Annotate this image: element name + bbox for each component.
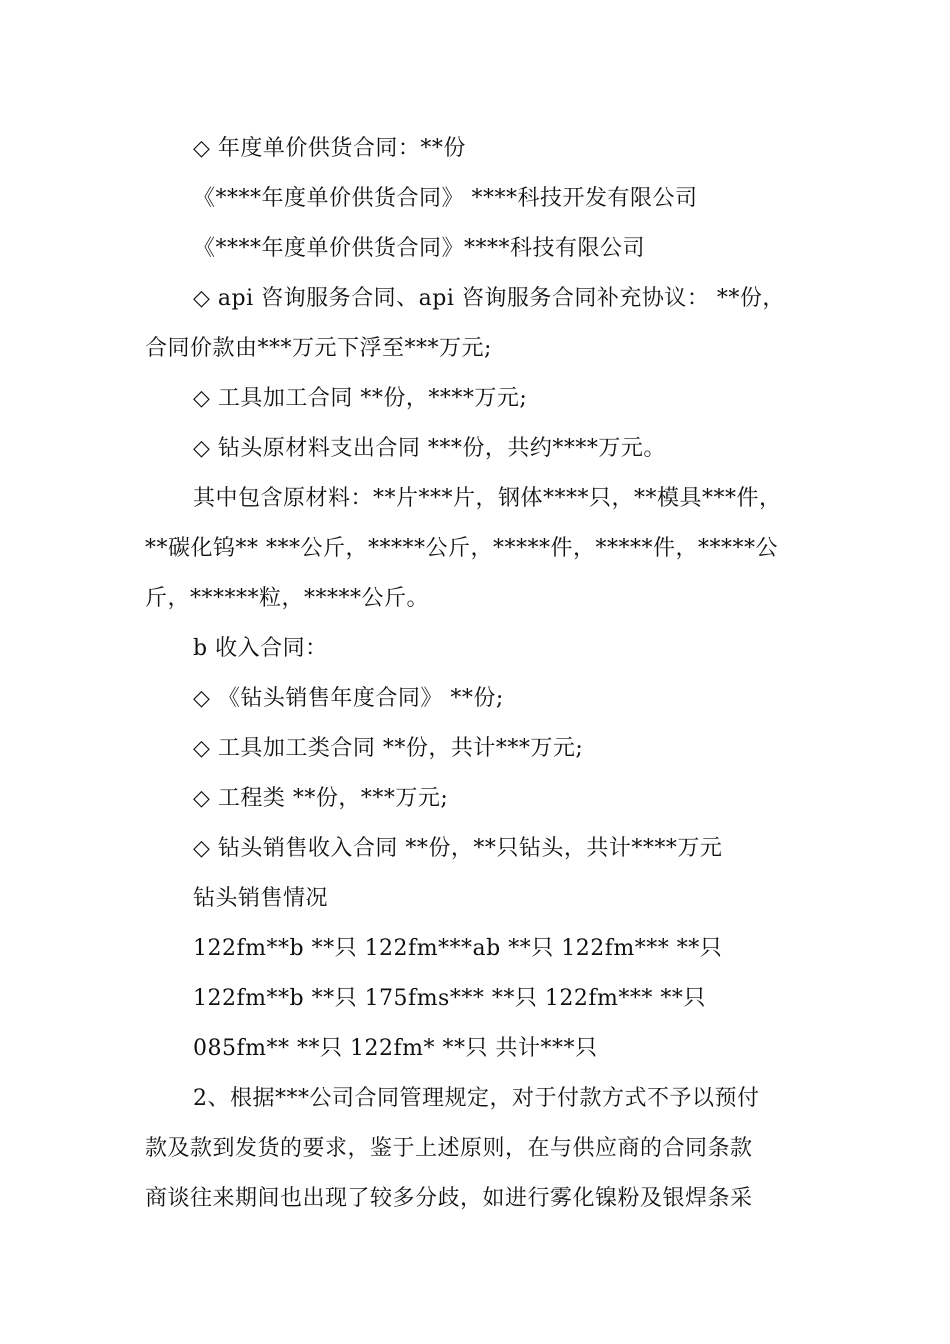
paragraph-line: 《****年度单价供货合同》 ****科技开发有限公司 — [193, 186, 698, 211]
paragraph-line: ◇ 《钻头销售年度合同》 **份; — [193, 686, 504, 711]
paragraph-line: 斤，******粒，*****公斤。 — [145, 586, 430, 611]
section-heading: b 收入合同： — [193, 636, 328, 661]
paragraph-line: 款及款到发货的要求，鉴于上述原则，在与供应商的合同条款 — [145, 1136, 753, 1161]
paragraph-line: 122fm**b **只 175fms*** **只 122fm*** **只 — [193, 986, 706, 1011]
paragraph-line: ◇ 工具加工合同 **份，****万元; — [193, 386, 528, 411]
paragraph-line: ◇ 钻头销售收入合同 **份，**只钻头，共计****万元 — [193, 836, 723, 861]
paragraph-line: ◇ 工程类 **份，***万元; — [193, 786, 449, 811]
paragraph-line: 122fm**b **只 122fm***ab **只 122fm*** **只 — [193, 936, 723, 961]
paragraph-line: 商谈往来期间也出现了较多分歧，如进行雾化镍粉及银焊条采 — [145, 1186, 753, 1211]
paragraph-line: 合同价款由***万元下浮至***万元; — [145, 336, 492, 361]
paragraph-line: 085fm** **只 122fm* **只 共计***只 — [193, 1036, 598, 1061]
paragraph-line: ◇ 年度单价供货合同：**份 — [193, 136, 466, 161]
paragraph-line: ◇ 钻头原材料支出合同 ***份，共约****万元。 — [193, 436, 666, 461]
section-heading: 钻头销售情况 — [193, 886, 329, 911]
paragraph-line: 其中包含原材料：**片***片，钢体****只，**模具***件， — [193, 486, 782, 511]
paragraph-line: ◇ api 咨询服务合同、api 咨询服务合同补充协议： **份， — [193, 286, 785, 311]
paragraph-line: ◇ 工具加工类合同 **份，共计***万元; — [193, 736, 584, 761]
paragraph-line: 《****年度单价供货合同》****科技有限公司 — [193, 236, 646, 261]
paragraph-line: **碳化钨** ***公斤，*****公斤，*****件，*****件，*****公 — [145, 536, 778, 561]
paragraph-line: 2、根据***公司合同管理规定，对于付款方式不予以预付 — [193, 1086, 760, 1111]
